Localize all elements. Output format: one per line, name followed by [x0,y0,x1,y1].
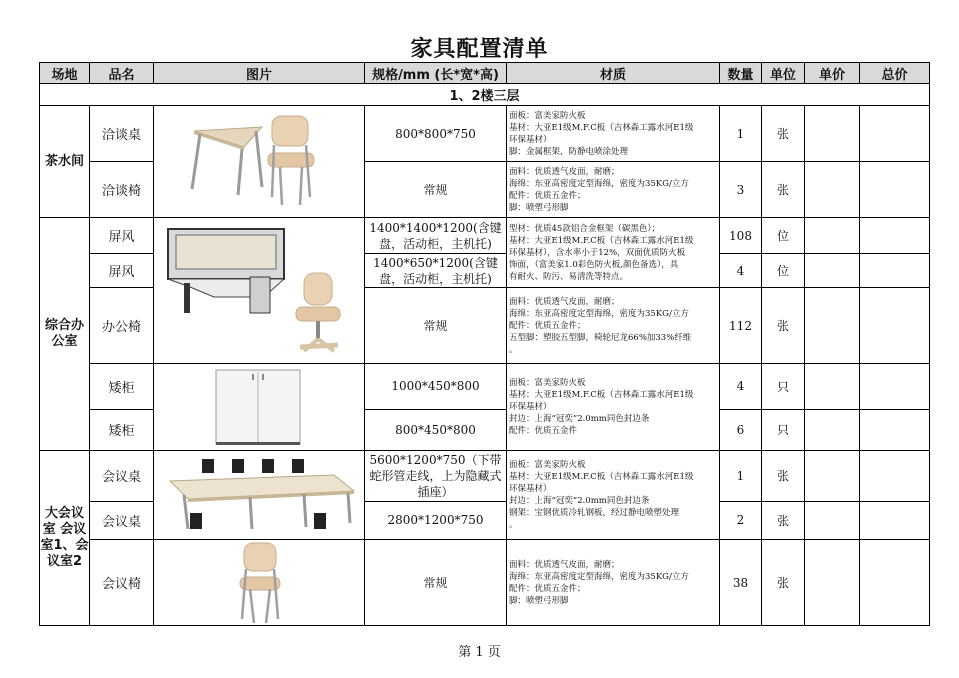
item-qty: 2 [720,501,762,539]
furniture-table [39,62,930,626]
item-price [805,364,860,410]
venue-meeting: 大会议室 会议室1、会议室2 [40,451,90,626]
item-unit: 张 [762,162,805,218]
item-total [860,409,930,450]
item-price [805,409,860,450]
item-unit: 张 [762,501,805,539]
col-image: 图片 [154,63,365,84]
item-name: 矮柜 [90,364,154,410]
item-qty: 108 [720,218,762,254]
item-qty: 4 [720,364,762,410]
item-name: 屏风 [90,254,154,288]
item-total [860,364,930,410]
item-qty: 38 [720,540,762,626]
item-material: 面板：富美家防火板 基材：大亚E1级M.F.C板（吉林森工露水河E1级 环保基材） 封边：上海“冠奕”2.0mm同色封边条 配件：优质五金件 [507,364,720,451]
item-name: 会议桌 [90,501,154,539]
item-price [805,106,860,162]
item-spec: 5600*1200*750（下带蛇形管走线，上为隐藏式插座） [365,451,507,502]
item-unit: 位 [762,218,805,254]
col-material: 材质 [507,63,720,84]
item-price [805,162,860,218]
item-total [860,162,930,218]
item-qty: 1 [720,451,762,502]
meeting-chair-image [154,541,365,625]
table-row [40,218,930,254]
item-price [805,288,860,364]
item-price [805,540,860,626]
item-price [805,451,860,502]
image-table-and-chair [154,106,365,218]
item-unit: 只 [762,364,805,410]
item-unit: 只 [762,409,805,450]
item-price [805,254,860,288]
item-spec: 1000*450*800 [365,364,507,410]
table-row [40,540,930,626]
item-spec: 常规 [365,162,507,218]
item-material: 型材：优质45款铝合金框架（碳黑色）； 基材：大亚E1级M.F.C板（吉林森工露水河E1级 环保基材），含水率小于12%，双面优质防火板 饰面，（富美家1.0彩色防火板,颜色备选），具 有耐火、防污、易清洗等特点。 [507,218,720,288]
table-row [40,451,930,502]
image-conference-table [154,451,365,540]
workstation-image [154,221,365,361]
item-unit: 张 [762,106,805,162]
item-total [860,288,930,364]
image-meeting-chair [154,540,365,626]
col-unit: 单位 [762,63,805,84]
item-qty: 4 [720,254,762,288]
item-name: 会议椅 [90,540,154,626]
item-name: 矮柜 [90,409,154,450]
item-qty: 112 [720,288,762,364]
cabinet-image [154,364,365,450]
venue-office: 综合办公室 [40,218,90,451]
floor-label: 1、2楼三层 [40,84,930,106]
item-name: 洽谈桌 [90,106,154,162]
page-number: 第 1 页 [458,645,501,660]
venue-tea: 茶水间 [40,106,90,218]
item-unit: 张 [762,451,805,502]
col-qty: 数量 [720,63,762,84]
col-total: 总价 [860,63,930,84]
item-material: 面料：优质透气皮面，耐磨； 海绵：东亚高密度定型海绵，密度为35KG/立方 配件：优质五金件； 脚：喷塑弓形脚 [507,162,720,218]
item-total [860,540,930,626]
item-name: 洽谈椅 [90,162,154,218]
image-cabinet [154,364,365,451]
col-spec: 规格/mm (长*宽*高) [365,63,507,84]
table-row [40,106,930,162]
item-unit: 张 [762,540,805,626]
item-material: 面料：优质透气皮面，耐磨； 海绵：东亚高密度定型海绵，密度为35KG/立方 配件：优质五金件； 脚：喷塑弓形脚 [507,540,720,626]
item-price [805,501,860,539]
item-name: 办公椅 [90,288,154,364]
item-total [860,451,930,502]
col-name: 品名 [90,63,154,84]
item-material: 面板：富美家防火板 基材：大亚E1级M.F.C板（吉林森工露水河E1级 环保基材） 脚：金属框架，防静电喷涂处理 [507,106,720,162]
header-row [40,63,930,84]
page-title: 家具配置清单 [410,37,549,62]
image-workstation-and-chair [154,218,365,364]
item-qty: 1 [720,106,762,162]
item-spec: 800*450*800 [365,409,507,450]
item-spec: 常规 [365,540,507,626]
item-total [860,106,930,162]
item-unit: 位 [762,254,805,288]
item-spec: 800*800*750 [365,106,507,162]
col-price: 单价 [805,63,860,84]
item-material: 面料：优质透气皮面，耐磨； 海绵：东亚高密度定型海绵，密度为35KG/立方 配件：优质五金件； 五型脚：塑胶五型脚，椅轮尼龙66%加33%纤维 。 [507,288,720,364]
floor-row [40,84,930,106]
item-total [860,218,930,254]
item-total [860,254,930,288]
item-qty: 3 [720,162,762,218]
table-row [40,364,930,410]
item-price [805,218,860,254]
item-spec: 常规 [365,288,507,364]
tea-table-chair-image [154,107,365,217]
item-material: 面板：富美家防火板 基材：大亚E1级M.F.C板（吉林森工露水河E1级 环保基材） 封边：上海“冠奕”2.0mm同色封边条 钢架：宝钢优质冷轧钢板，经过静电喷塑处理 。 [507,451,720,540]
item-name: 会议桌 [90,451,154,502]
item-spec: 1400*1400*1200(含键盘，活动柜，主机托) [365,218,507,254]
item-spec: 2800*1200*750 [365,501,507,539]
conference-table-image [154,451,365,539]
item-spec: 1400*650*1200(含键盘，活动柜，主机托) [365,254,507,288]
item-name: 屏风 [90,218,154,254]
item-total [860,501,930,539]
col-venue: 场地 [40,63,90,84]
item-qty: 6 [720,409,762,450]
item-unit: 张 [762,288,805,364]
